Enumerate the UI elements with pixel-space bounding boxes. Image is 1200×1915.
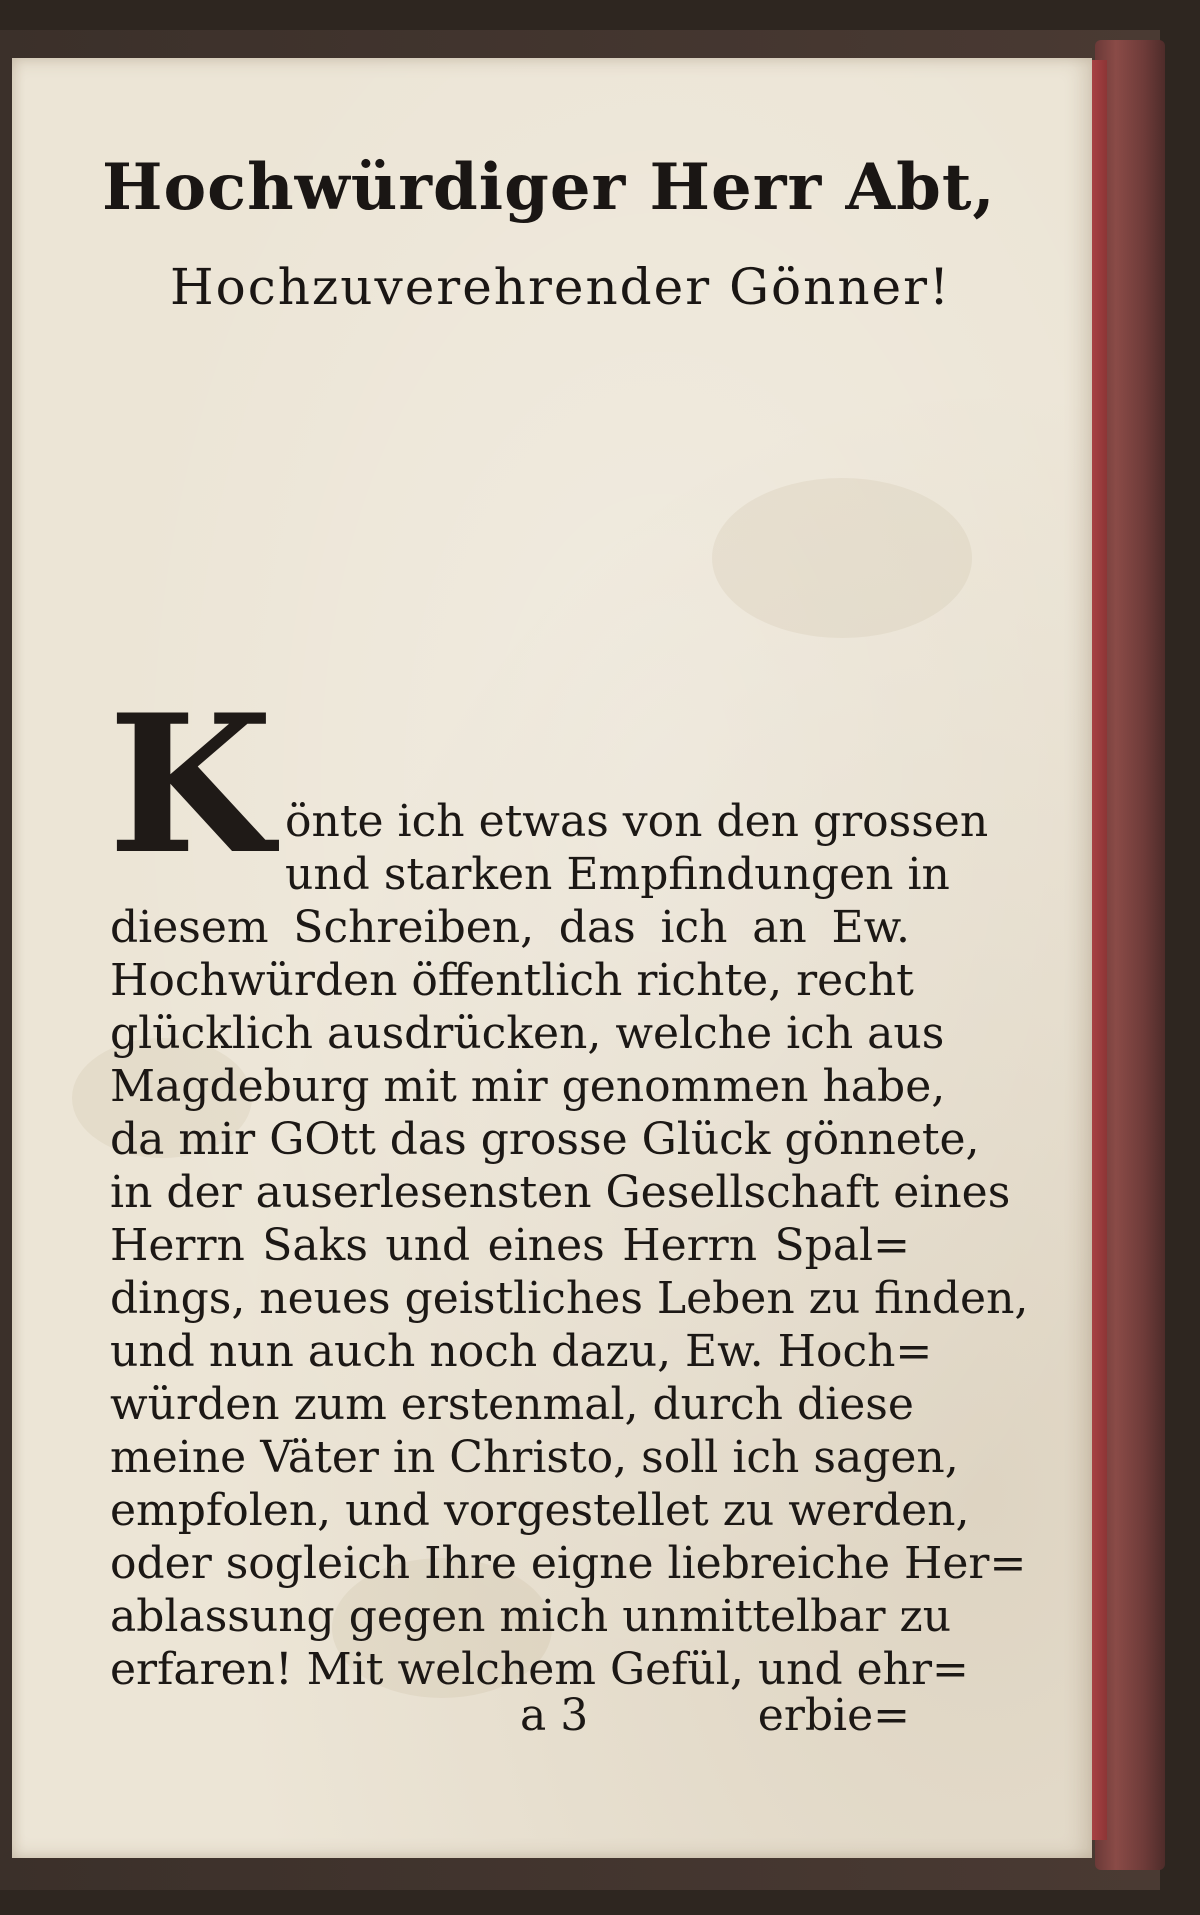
text-line: Hochwürden öffentlich richte, recht <box>110 955 914 1006</box>
text-line: empfolen, und vorgestellet zu werden, <box>110 1485 970 1536</box>
page-footer <box>110 1690 910 1750</box>
text-line: erfaren! Mit welchem Gefül, und ehr= <box>110 1644 969 1695</box>
page-subtitle: Hochzuverehrender Gönner! <box>170 258 952 316</box>
text-line: Herrn Saks und eines Herrn Spal= <box>110 1220 910 1271</box>
letter-body <box>110 795 1029 1696</box>
text-line: oder sogleich Ihre eigne liebreiche Her= <box>110 1538 1027 1589</box>
text-line: dings, neues geistliches Leben zu finden, <box>110 1273 1029 1324</box>
text-line: ablassung gegen mich unmittelbar zu <box>110 1591 952 1642</box>
text-line: und starken Empfindungen in <box>285 849 950 900</box>
decorative-initial: K <box>108 673 274 896</box>
paper-stain <box>712 478 972 638</box>
text-line: glücklich ausdrücken, welche ich aus <box>110 1008 945 1059</box>
text-line: diesem Schreiben, das ich an Ew. <box>110 902 910 953</box>
catchword: erbie= <box>757 1690 910 1741</box>
text-line: meine Väter in Christo, soll ich sagen, <box>110 1432 959 1483</box>
text-line: würden zum erstenmal, durch diese <box>110 1379 914 1430</box>
page-title: Hochwürdiger Herr Abt, <box>102 150 996 225</box>
text-line: Magdeburg mit mir genommen habe, <box>110 1061 946 1112</box>
text-line: da mir GOtt das grosse Glück gönnete, <box>110 1114 980 1165</box>
text-line: önte ich etwas von den grossen <box>285 796 989 847</box>
text-line: und nun auch noch dazu, Ew. Hoch= <box>110 1326 933 1377</box>
signature-mark: a 3 <box>520 1690 589 1741</box>
text-line: in der auserlesensten Gesellschaft eines <box>110 1167 1011 1218</box>
